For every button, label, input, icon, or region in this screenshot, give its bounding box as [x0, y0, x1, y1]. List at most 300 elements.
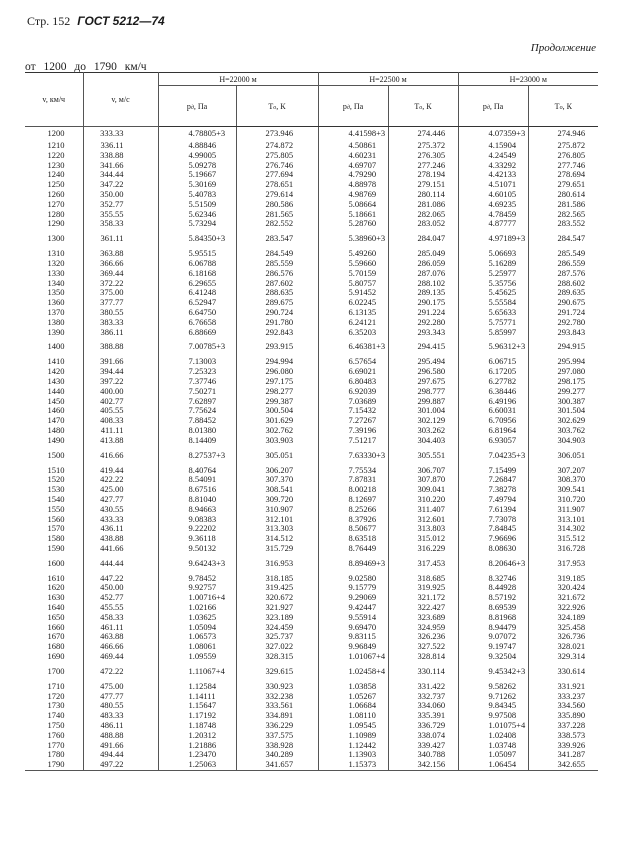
cell-temperature-h2: 301.004: [388, 406, 458, 416]
cell-pressure-h2: 5.70159: [318, 269, 388, 279]
cell-speed-kmh: 1290: [25, 219, 83, 229]
cell-pressure-h2: 4.79290: [318, 170, 388, 180]
cell-speed-ms: 488.88: [83, 731, 158, 741]
cell-speed-ms: 363.88: [83, 249, 158, 259]
cell-pressure-h3: 6.06715: [458, 357, 528, 367]
cell-temperature-h2: 293.343: [388, 328, 458, 338]
cell-temperature-h3: 321.672: [528, 593, 598, 603]
cell-pressure-h1: 9.22202: [158, 524, 236, 534]
cell-temperature-h1: 297.175: [236, 377, 318, 387]
cell-pressure-h2: 8.89469+3: [318, 554, 388, 574]
cell-temperature-h3: 320.424: [528, 583, 598, 593]
cell-pressure-h2: 7.63330+3: [318, 446, 388, 466]
cell-temperature-h2: 313.803: [388, 524, 458, 534]
cell-pressure-h2: 5.59660: [318, 259, 388, 269]
cell-pressure-h2: 9.96849: [318, 642, 388, 652]
cell-temperature-h1: 296.080: [236, 367, 318, 377]
cell-temperature-h2: 295.494: [388, 357, 458, 367]
cell-temperature-h1: 327.022: [236, 642, 318, 652]
cell-pressure-h3: 6.38446: [458, 387, 528, 397]
cell-temperature-h3: 333.237: [528, 692, 598, 702]
cell-speed-ms: 452.77: [83, 593, 158, 603]
cell-temperature-h3: 288.602: [528, 279, 598, 289]
cell-pressure-h2: 7.75534: [318, 466, 388, 476]
cell-temperature-h1: 334.891: [236, 711, 318, 721]
cell-temperature-h3: 280.614: [528, 190, 598, 200]
cell-pressure-h2: 1.09545: [318, 721, 388, 731]
cell-pressure-h1: 1.08061: [158, 642, 236, 652]
cell-temperature-h2: 296.580: [388, 367, 458, 377]
cell-pressure-h2: 6.80483: [318, 377, 388, 387]
cell-pressure-h2: 1.13903: [318, 750, 388, 760]
cell-temperature-h1: 274.872: [236, 141, 318, 151]
cell-temperature-h3: 289.635: [528, 288, 598, 298]
cell-speed-kmh: 1360: [25, 298, 83, 308]
cell-pressure-h1: 1.00716+4: [158, 593, 236, 603]
cell-pressure-h1: 8.14409: [158, 436, 236, 446]
cell-temperature-h1: 313.303: [236, 524, 318, 534]
cell-pressure-h3: 6.60031: [458, 406, 528, 416]
cell-pressure-h3: 9.84345: [458, 701, 528, 711]
cell-pressure-h1: 1.20312: [158, 731, 236, 741]
cell-pressure-h3: 5.16289: [458, 259, 528, 269]
cell-pressure-h3: 7.84845: [458, 524, 528, 534]
cell-pressure-h1: 7.13003: [158, 357, 236, 367]
cell-pressure-h3: 4.69235: [458, 200, 528, 210]
cell-pressure-h2: 5.49260: [318, 249, 388, 259]
cell-temperature-h3: 337.228: [528, 721, 598, 731]
cell-speed-ms: 438.88: [83, 534, 158, 544]
cell-pressure-h2: 4.60231: [318, 151, 388, 161]
cell-temperature-h2: 288.102: [388, 279, 458, 289]
cell-speed-ms: 383.33: [83, 318, 158, 328]
cell-pressure-h1: 6.06788: [158, 259, 236, 269]
cell-temperature-h3: 298.175: [528, 377, 598, 387]
cell-pressure-h1: 1.15647: [158, 701, 236, 711]
cell-pressure-h3: 5.06693: [458, 249, 528, 259]
cell-pressure-h3: 7.04235+3: [458, 446, 528, 466]
cell-speed-ms: 355.55: [83, 210, 158, 220]
cell-pressure-h1: 6.64750: [158, 308, 236, 318]
cell-speed-kmh: 1610: [25, 574, 83, 584]
cell-pressure-h2: 4.98769: [318, 190, 388, 200]
cell-temperature-h2: 340.788: [388, 750, 458, 760]
cell-pressure-h1: 8.94663: [158, 505, 236, 515]
cell-pressure-h3: 8.08630: [458, 544, 528, 554]
cell-temperature-h3: 294.915: [528, 337, 598, 357]
cell-speed-ms: 475.00: [83, 682, 158, 692]
table-row: [25, 446, 598, 466]
cell-pressure-h1: 8.01380: [158, 426, 236, 436]
cell-pressure-h3: 9.58262: [458, 682, 528, 692]
cell-temperature-h2: 277.246: [388, 161, 458, 171]
cell-speed-ms: 352.77: [83, 200, 158, 210]
continuation-label: Продолжение: [530, 42, 596, 54]
cell-pressure-h1: 7.37746: [158, 377, 236, 387]
cell-temperature-h1: 325.737: [236, 632, 318, 642]
cell-temperature-h3: 293.843: [528, 328, 598, 338]
cell-pressure-h1: 8.81040: [158, 495, 236, 505]
cell-speed-ms: 463.88: [83, 632, 158, 642]
cell-pressure-h3: 4.87777: [458, 219, 528, 229]
cell-temperature-h1: 292.843: [236, 328, 318, 338]
cell-temperature-h2: 297.675: [388, 377, 458, 387]
cell-speed-ms: 427.77: [83, 495, 158, 505]
cell-speed-kmh: 1510: [25, 466, 83, 476]
cell-temperature-h1: 298.277: [236, 387, 318, 397]
cell-pressure-h1: 5.09278: [158, 161, 236, 171]
cell-temperature-h3: 274.946: [528, 127, 598, 142]
cell-temperature-h1: 310.907: [236, 505, 318, 515]
cell-temperature-h3: 330.614: [528, 662, 598, 682]
cell-pressure-h1: 9.64243+3: [158, 554, 236, 574]
table-row: [25, 337, 598, 357]
cell-pressure-h2: 4.41598+3: [318, 127, 388, 142]
cell-temperature-h3: 295.994: [528, 357, 598, 367]
cell-speed-kmh: 1580: [25, 534, 83, 544]
cell-speed-kmh: 1570: [25, 524, 83, 534]
cell-speed-kmh: 1590: [25, 544, 83, 554]
cell-temperature-h1: 273.946: [236, 127, 318, 142]
cell-temperature-h2: 342.156: [388, 760, 458, 770]
cell-temperature-h1: 287.602: [236, 279, 318, 289]
cell-temperature-h1: 276.746: [236, 161, 318, 171]
cell-temperature-h2: 309.041: [388, 485, 458, 495]
col-header-v-kmh: v, км/ч: [25, 73, 83, 127]
cell-temperature-h3: 277.746: [528, 161, 598, 171]
cell-temperature-h1: 286.576: [236, 269, 318, 279]
cell-pressure-h1: 5.84350+3: [158, 229, 236, 249]
cell-temperature-h3: 316.728: [528, 544, 598, 554]
cell-temperature-h2: 287.076: [388, 269, 458, 279]
cell-pressure-h2: 1.12442: [318, 741, 388, 751]
cell-temperature-h1: 341.657: [236, 760, 318, 770]
cell-speed-ms: 486.11: [83, 721, 158, 731]
cell-speed-ms: 375.00: [83, 288, 158, 298]
cell-pressure-h2: 4.69707: [318, 161, 388, 171]
cell-temperature-h3: 302.629: [528, 416, 598, 426]
cell-temperature-h3: 310.720: [528, 495, 598, 505]
cell-pressure-h1: 1.11067+4: [158, 662, 236, 682]
cell-temperature-h2: 326.236: [388, 632, 458, 642]
cell-speed-kmh: 1690: [25, 652, 83, 662]
cell-speed-kmh: 1470: [25, 416, 83, 426]
cell-pressure-h1: 8.40764: [158, 466, 236, 476]
cell-speed-ms: 413.88: [83, 436, 158, 446]
cell-pressure-h3: 9.32504: [458, 652, 528, 662]
cell-pressure-h3: 8.32746: [458, 574, 528, 584]
cell-temperature-h2: 284.047: [388, 229, 458, 249]
cell-speed-ms: 419.44: [83, 466, 158, 476]
cell-pressure-h1: 4.88846: [158, 141, 236, 151]
cell-pressure-h3: 5.25977: [458, 269, 528, 279]
cell-temperature-h2: 292.280: [388, 318, 458, 328]
cell-temperature-h3: 329.314: [528, 652, 598, 662]
cell-temperature-h3: 303.762: [528, 426, 598, 436]
cell-temperature-h2: 319.925: [388, 583, 458, 593]
cell-pressure-h3: 9.07072: [458, 632, 528, 642]
cell-temperature-h3: 314.302: [528, 524, 598, 534]
cell-pressure-h2: 8.63518: [318, 534, 388, 544]
cell-temperature-h1: 332.238: [236, 692, 318, 702]
cell-pressure-h2: 9.42447: [318, 603, 388, 613]
cell-pressure-h1: 6.18168: [158, 269, 236, 279]
cell-temperature-h1: 329.615: [236, 662, 318, 682]
table-row: [25, 127, 598, 142]
cell-pressure-h3: 9.97508: [458, 711, 528, 721]
cell-temperature-h3: 292.780: [528, 318, 598, 328]
cell-speed-kmh: 1540: [25, 495, 83, 505]
cell-speed-ms: 408.33: [83, 416, 158, 426]
range-from-word: от: [25, 61, 36, 73]
cell-temperature-h3: 276.805: [528, 151, 598, 161]
cell-pressure-h1: 5.19667: [158, 170, 236, 180]
cell-temperature-h2: 302.129: [388, 416, 458, 426]
cell-pressure-h3: 8.69539: [458, 603, 528, 613]
cell-pressure-h3: 5.55584: [458, 298, 528, 308]
cell-temperature-h2: 312.601: [388, 515, 458, 525]
cell-pressure-h3: 7.38278: [458, 485, 528, 495]
cell-temperature-h2: 306.707: [388, 466, 458, 476]
cell-speed-kmh: 1500: [25, 446, 83, 466]
cell-temperature-h3: 315.512: [528, 534, 598, 544]
cell-pressure-h2: 8.37926: [318, 515, 388, 525]
cell-speed-kmh: 1670: [25, 632, 83, 642]
cell-speed-ms: 466.66: [83, 642, 158, 652]
cell-temperature-h2: 281.086: [388, 200, 458, 210]
range-from-value: 1200: [43, 61, 67, 73]
cell-speed-kmh: 1740: [25, 711, 83, 721]
cell-temperature-h3: 317.953: [528, 554, 598, 574]
cell-speed-ms: 411.11: [83, 426, 158, 436]
cell-speed-ms: 350.00: [83, 190, 158, 200]
cell-speed-ms: 455.55: [83, 603, 158, 613]
cell-temperature-h2: 275.372: [388, 141, 458, 151]
cell-temperature-h1: 328.315: [236, 652, 318, 662]
cell-speed-kmh: 1410: [25, 357, 83, 367]
cell-temperature-h3: 313.101: [528, 515, 598, 525]
cell-pressure-h1: 1.25063: [158, 760, 236, 770]
page-number: Стр. 152: [27, 14, 71, 28]
cell-temperature-h3: 301.504: [528, 406, 598, 416]
cell-temperature-h1: 312.101: [236, 515, 318, 525]
cell-speed-kmh: 1490: [25, 436, 83, 446]
table-row: [25, 436, 598, 446]
cell-temperature-h2: 328.814: [388, 652, 458, 662]
atmosphere-table: [25, 72, 598, 771]
cell-temperature-h2: 338.074: [388, 731, 458, 741]
cell-pressure-h2: 1.02458+4: [318, 662, 388, 682]
cell-pressure-h3: 4.51071: [458, 180, 528, 190]
cell-speed-kmh: 1370: [25, 308, 83, 318]
cell-temperature-h3: 287.576: [528, 269, 598, 279]
cell-pressure-h2: 1.08110: [318, 711, 388, 721]
cell-pressure-h2: 8.25266: [318, 505, 388, 515]
cell-temperature-h2: 304.403: [388, 436, 458, 446]
cell-pressure-h3: 6.49196: [458, 397, 528, 407]
cell-temperature-h1: 320.672: [236, 593, 318, 603]
cell-pressure-h3: 7.26847: [458, 475, 528, 485]
cell-pressure-h2: 7.03689: [318, 397, 388, 407]
cell-pressure-h2: 9.83115: [318, 632, 388, 642]
cell-pressure-h3: 4.78459: [458, 210, 528, 220]
cell-temperature-h2: 311.407: [388, 505, 458, 515]
cell-pressure-h3: 4.97189+3: [458, 229, 528, 249]
cell-pressure-h3: 1.06454: [458, 760, 528, 770]
cell-pressure-h3: 7.49794: [458, 495, 528, 505]
cell-temperature-h2: 307.870: [388, 475, 458, 485]
cell-speed-ms: 391.66: [83, 357, 158, 367]
cell-temperature-h1: 336.229: [236, 721, 318, 731]
cell-temperature-h1: 333.561: [236, 701, 318, 711]
cell-temperature-h2: 327.522: [388, 642, 458, 652]
cell-temperature-h3: 308.370: [528, 475, 598, 485]
table-body: [25, 127, 598, 771]
cell-pressure-h2: 9.29069: [318, 593, 388, 603]
cell-speed-ms: 397.22: [83, 377, 158, 387]
cell-temperature-h2: 334.060: [388, 701, 458, 711]
cell-speed-kmh: 1340: [25, 279, 83, 289]
range-unit: км/ч: [124, 61, 147, 73]
cell-temperature-h3: 331.921: [528, 682, 598, 692]
cell-speed-kmh: 1750: [25, 721, 83, 731]
cell-temperature-h2: 331.422: [388, 682, 458, 692]
table-row: [25, 544, 598, 554]
cell-speed-kmh: 1680: [25, 642, 83, 652]
cell-speed-kmh: 1710: [25, 682, 83, 692]
cell-pressure-h2: 6.69021: [318, 367, 388, 377]
cell-speed-kmh: 1220: [25, 151, 83, 161]
cell-pressure-h3: 9.71262: [458, 692, 528, 702]
range-to-value: 1790: [93, 61, 117, 73]
cell-pressure-h1: 7.88452: [158, 416, 236, 426]
cell-pressure-h3: 4.42133: [458, 170, 528, 180]
cell-speed-kmh: 1250: [25, 180, 83, 190]
cell-pressure-h1: 5.95515: [158, 249, 236, 259]
cell-speed-kmh: 1460: [25, 406, 83, 416]
cell-speed-kmh: 1730: [25, 701, 83, 711]
cell-temperature-h2: 318.685: [388, 574, 458, 584]
cell-speed-kmh: 1240: [25, 170, 83, 180]
cell-temperature-h2: 317.453: [388, 554, 458, 574]
cell-pressure-h3: 6.81964: [458, 426, 528, 436]
cell-speed-kmh: 1640: [25, 603, 83, 613]
table-row: [25, 760, 598, 770]
cell-pressure-h2: 7.51217: [318, 436, 388, 446]
col-header-pressure: pд, Па: [318, 86, 388, 127]
cell-pressure-h3: 8.81968: [458, 613, 528, 623]
cell-pressure-h1: 7.62897: [158, 397, 236, 407]
cell-speed-kmh: 1560: [25, 515, 83, 525]
cell-temperature-h3: 283.552: [528, 219, 598, 229]
cell-pressure-h1: 7.75624: [158, 406, 236, 416]
cell-temperature-h1: 321.927: [236, 603, 318, 613]
cell-speed-kmh: 1430: [25, 377, 83, 387]
cell-pressure-h3: 5.65633: [458, 308, 528, 318]
cell-speed-ms: 447.22: [83, 574, 158, 584]
cell-temperature-h1: 282.552: [236, 219, 318, 229]
cell-pressure-h3: 6.70956: [458, 416, 528, 426]
cell-temperature-h1: 279.614: [236, 190, 318, 200]
cell-speed-kmh: 1380: [25, 318, 83, 328]
cell-pressure-h3: 7.96696: [458, 534, 528, 544]
cell-speed-ms: 458.33: [83, 613, 158, 623]
cell-temperature-h3: 311.907: [528, 505, 598, 515]
cell-temperature-h2: 316.229: [388, 544, 458, 554]
cell-temperature-h3: 290.675: [528, 298, 598, 308]
cell-temperature-h3: 285.549: [528, 249, 598, 259]
cell-pressure-h1: 4.78805+3: [158, 127, 236, 142]
cell-pressure-h3: 8.57192: [458, 593, 528, 603]
cell-pressure-h1: 9.08383: [158, 515, 236, 525]
cell-speed-kmh: 1770: [25, 741, 83, 751]
cell-temperature-h3: 307.207: [528, 466, 598, 476]
cell-pressure-h3: 5.75771: [458, 318, 528, 328]
cell-temperature-h2: 315.012: [388, 534, 458, 544]
cell-temperature-h2: 282.065: [388, 210, 458, 220]
cell-pressure-h2: 5.28760: [318, 219, 388, 229]
group-header-h2: H=22500 м: [318, 73, 458, 86]
cell-pressure-h2: 9.15779: [318, 583, 388, 593]
cell-temperature-h1: 281.565: [236, 210, 318, 220]
cell-pressure-h1: 7.50271: [158, 387, 236, 397]
cell-pressure-h2: 9.69470: [318, 623, 388, 633]
cell-speed-ms: 377.77: [83, 298, 158, 308]
cell-temperature-h1: 319.425: [236, 583, 318, 593]
cell-temperature-h3: 324.189: [528, 613, 598, 623]
cell-temperature-h2: 285.049: [388, 249, 458, 259]
cell-temperature-h3: 342.655: [528, 760, 598, 770]
cell-temperature-h2: 305.551: [388, 446, 458, 466]
cell-pressure-h2: 8.76449: [318, 544, 388, 554]
cell-speed-ms: 402.77: [83, 397, 158, 407]
cell-pressure-h2: 6.02245: [318, 298, 388, 308]
cell-pressure-h2: 4.50861: [318, 141, 388, 151]
cell-pressure-h1: 8.54091: [158, 475, 236, 485]
cell-speed-ms: 388.88: [83, 337, 158, 357]
cell-temperature-h1: 307.370: [236, 475, 318, 485]
cell-speed-ms: 472.22: [83, 662, 158, 682]
cell-speed-ms: 441.66: [83, 544, 158, 554]
cell-temperature-h1: 306.207: [236, 466, 318, 476]
cell-pressure-h3: 4.60105: [458, 190, 528, 200]
cell-pressure-h1: 1.02166: [158, 603, 236, 613]
cell-temperature-h1: 315.729: [236, 544, 318, 554]
cell-pressure-h2: 1.10989: [318, 731, 388, 741]
cell-pressure-h3: 6.93057: [458, 436, 528, 446]
cell-pressure-h1: 4.99005: [158, 151, 236, 161]
cell-pressure-h2: 1.01067+4: [318, 652, 388, 662]
cell-speed-ms: 372.22: [83, 279, 158, 289]
cell-pressure-h1: 9.36118: [158, 534, 236, 544]
cell-speed-ms: 386.11: [83, 328, 158, 338]
cell-pressure-h3: 5.35756: [458, 279, 528, 289]
cell-speed-ms: 469.44: [83, 652, 158, 662]
cell-speed-ms: 430.55: [83, 505, 158, 515]
page-header: [27, 14, 165, 29]
cell-temperature-h1: 275.805: [236, 151, 318, 161]
cell-pressure-h2: 8.12697: [318, 495, 388, 505]
cell-pressure-h1: 7.00785+3: [158, 337, 236, 357]
cell-speed-ms: 433.33: [83, 515, 158, 525]
cell-speed-ms: 477.77: [83, 692, 158, 702]
cell-pressure-h1: 9.92757: [158, 583, 236, 593]
cell-speed-kmh: 1330: [25, 269, 83, 279]
cell-pressure-h3: 8.94479: [458, 623, 528, 633]
cell-pressure-h3: 9.45342+3: [458, 662, 528, 682]
cell-pressure-h3: 7.15499: [458, 466, 528, 476]
col-header-temperature: Tо, К: [236, 86, 318, 127]
